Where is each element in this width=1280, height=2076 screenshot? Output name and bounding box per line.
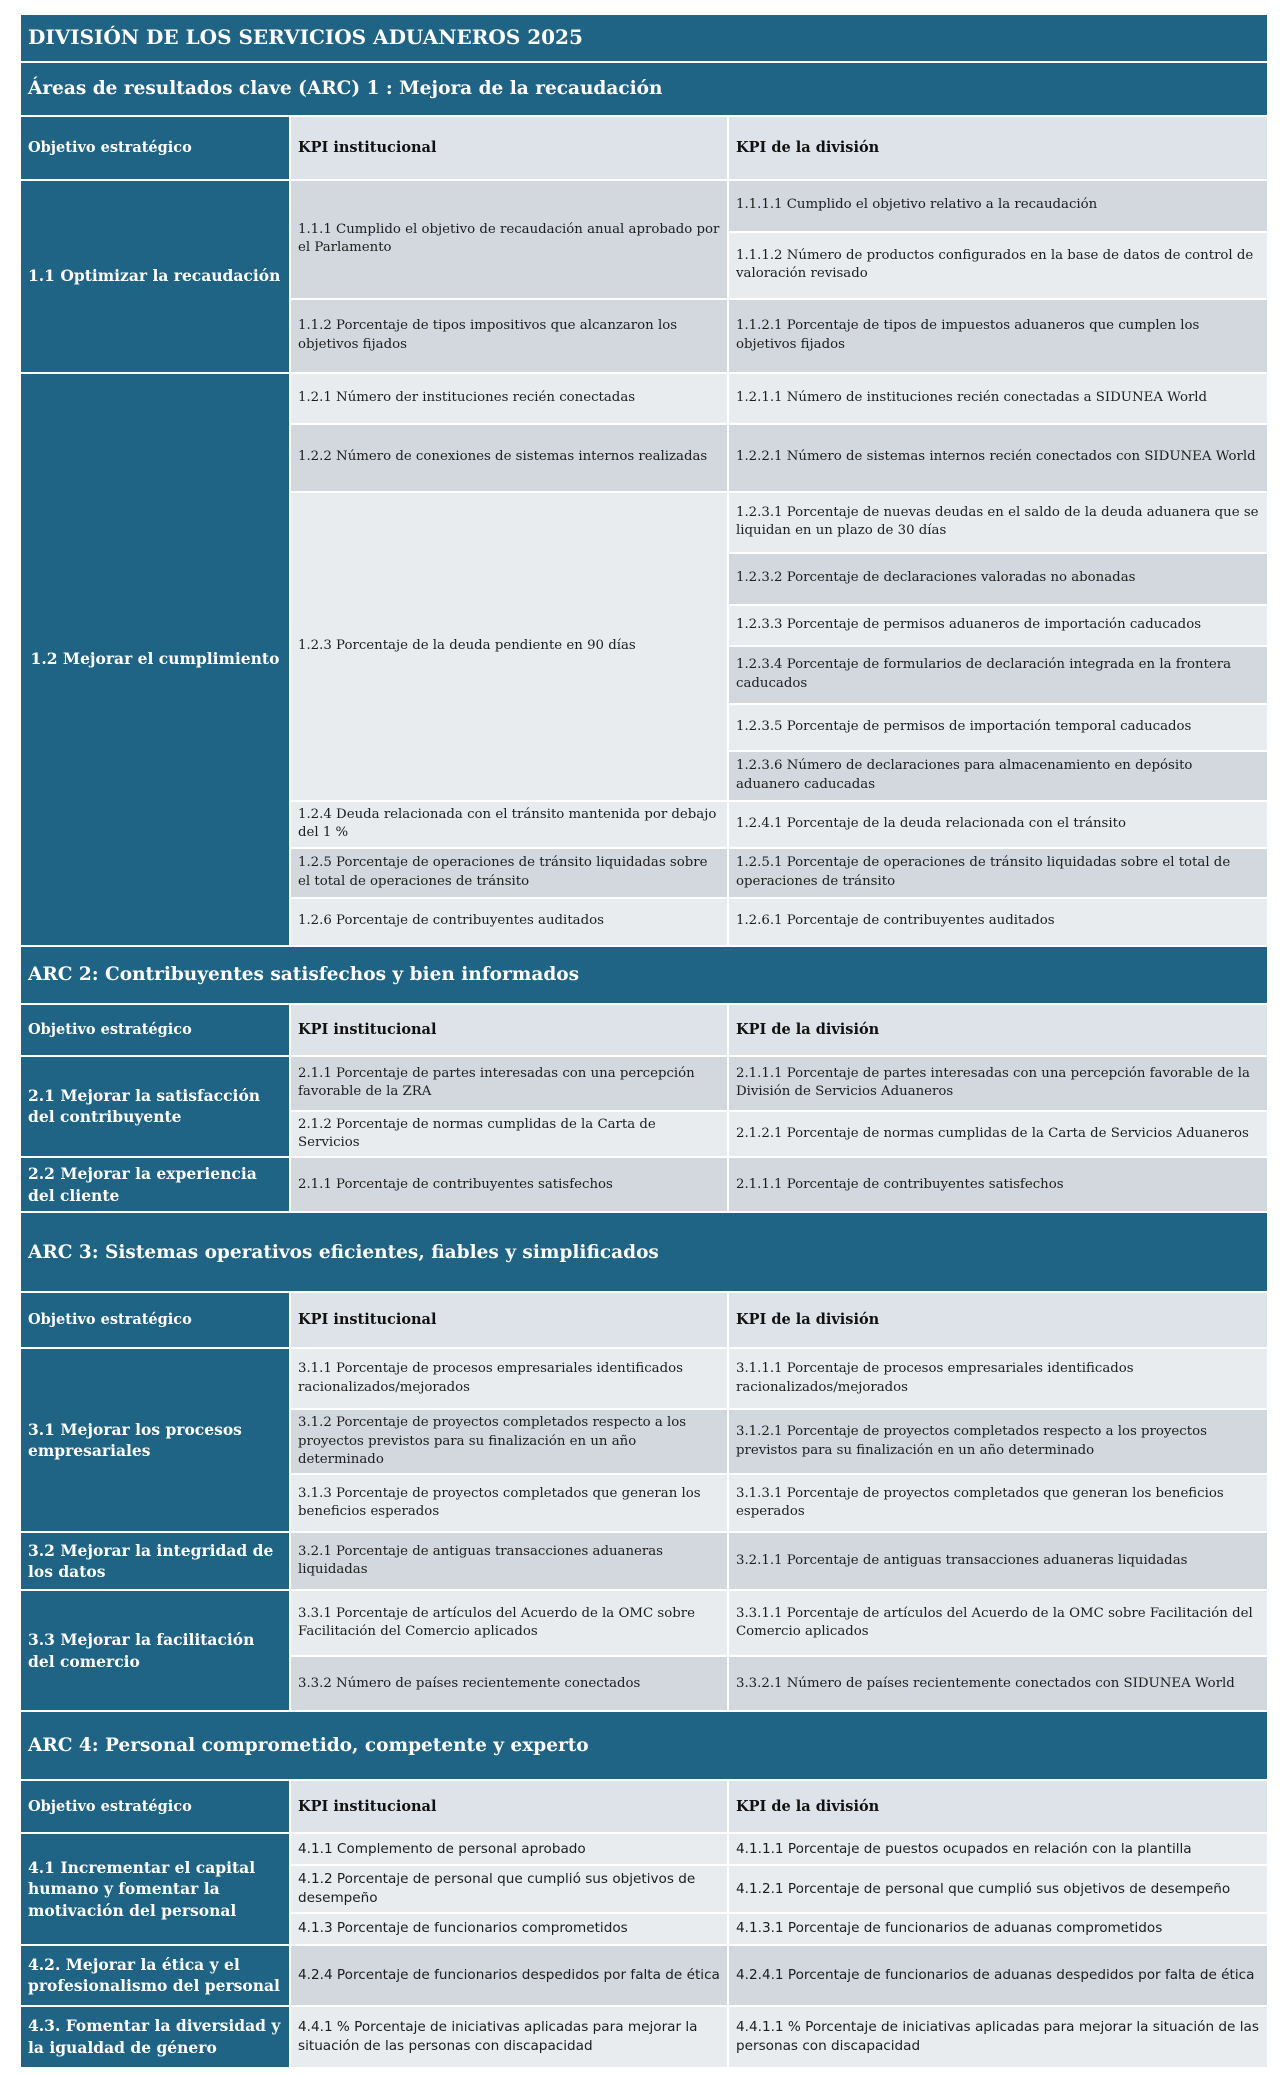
- kpi-div-3-2-1-1: 3.2.1.1 Porcentaje de antiguas transacciones aduaneras liquidadas: [728, 1532, 1268, 1590]
- kpi-div-1-2-4-1: 1.2.4.1 Porcentaje de la deuda relacionada con el tránsito: [728, 801, 1268, 848]
- header-kpi-division: KPI de la división: [728, 1292, 1268, 1348]
- kpi-div-4-2-4-1: 4.2.4.1 Porcentaje de funcionarios de aduanas despedidos por falta de ética: [728, 1945, 1268, 2006]
- objective-3-2: 3.2 Mejorar la integridad de los datos: [20, 1532, 290, 1590]
- header-kpi-institutional: KPI institucional: [290, 116, 728, 180]
- kpi-1-2-5: 1.2.5 Porcentaje de operaciones de tránsito liquidadas sobre el total de operaciones de tránsito: [290, 848, 728, 898]
- kpi-1-2-6: 1.2.6 Porcentaje de contribuyentes auditados: [290, 898, 728, 946]
- kpi-div-1-1-1-2: 1.1.1.2 Número de productos configurados en la base de datos de control de valoración revisado: [728, 232, 1268, 299]
- objective-4-1: 4.1 Incrementar el capital humano y fomentar la motivación del personal: [20, 1833, 290, 1945]
- objective-2-2: 2.2 Mejorar la experiencia del cliente: [20, 1157, 290, 1212]
- kpi-4-1-2: 4.1.2 Porcentaje de personal que cumplió sus objetivos de desempeño: [290, 1865, 728, 1913]
- kpi-div-3-1-2-1: 3.1.2.1 Porcentaje de proyectos completados respecto a los proyectos previstos para su finalización en un año determinado: [728, 1409, 1268, 1474]
- header-kpi-institutional: KPI institucional: [290, 1780, 728, 1833]
- arc4-title: ARC 4: Personal comprometido, competente y experto: [20, 1711, 1268, 1780]
- kpi-div-1-1-2-1: 1.1.2.1 Porcentaje de tipos de impuestos aduaneros que cumplen los objetivos fijados: [728, 299, 1268, 373]
- objective-4-3: 4.3. Fomentar la diversidad y la igualdad de género: [20, 2006, 290, 2068]
- kpi-3-1-2: 3.1.2 Porcentaje de proyectos completados respecto a los proyectos previstos para su finalización en un año determinado: [290, 1409, 728, 1474]
- kpi-1-1-1: 1.1.1 Cumplido el objetivo de recaudación anual aprobado por el Parlamento: [290, 180, 728, 299]
- objective-2-1: 2.1 Mejorar la satisfacción del contribuyente: [20, 1056, 290, 1158]
- kpi-div-2-2-1-1: 2.1.1.1 Porcentaje de contribuyentes satisfechos: [728, 1157, 1268, 1212]
- kpi-div-1-2-2-1: 1.2.2.1 Número de sistemas internos recién conectados con SIDUNEA World: [728, 424, 1268, 492]
- kpi-2-1-2: 2.1.2 Porcentaje de normas cumplidas de la Carta de Servicios: [290, 1111, 728, 1158]
- kpi-div-1-2-3-1: 1.2.3.1 Porcentaje de nuevas deudas en el saldo de la deuda aduanera que se liquidan en un plazo de 30 días: [728, 492, 1268, 553]
- objective-1-1: 1.1 Optimizar la recaudación: [20, 180, 290, 373]
- kpi-div-3-3-2-1: 3.3.2.1 Número de países recientemente conectados con SIDUNEA World: [728, 1656, 1268, 1711]
- header-objective: Objetivo estratégico: [20, 1004, 290, 1056]
- kpi-div-4-4-1-1: 4.4.1.1 % Porcentaje de iniciativas aplicadas para mejorar la situación de las personas con discapacidad: [728, 2006, 1268, 2068]
- kpi-3-1-1: 3.1.1 Porcentaje de procesos empresariales identificados racionalizados/mejorados: [290, 1348, 728, 1409]
- kpi-div-1-2-6-1: 1.2.6.1 Porcentaje de contribuyentes auditados: [728, 898, 1268, 946]
- header-kpi-division: KPI de la división: [728, 1780, 1268, 1833]
- kpi-div-3-3-1-1: 3.3.1.1 Porcentaje de artículos del Acuerdo de la OMC sobre Facilitación del Comercio aplicados: [728, 1590, 1268, 1656]
- document-title: DIVISIÓN DE LOS SERVICIOS ADUANEROS 2025: [20, 14, 1268, 62]
- kpi-4-4-1: 4.4.1 % Porcentaje de iniciativas aplicadas para mejorar la situación de las personas con discapacidad: [290, 2006, 728, 2068]
- kpi-div-1-2-5-1: 1.2.5.1 Porcentaje de operaciones de tránsito liquidadas sobre el total de operaciones de tránsito: [728, 848, 1268, 898]
- kpi-div-1-1-1-1: 1.1.1.1 Cumplido el objetivo relativo a la recaudación: [728, 180, 1268, 232]
- kpi-div-3-1-3-1: 3.1.3.1 Porcentaje de proyectos completados que generan los beneficios esperados: [728, 1474, 1268, 1532]
- kpi-div-4-1-2-1: 4.1.2.1 Porcentaje de personal que cumplió sus objetivos de desempeño: [728, 1865, 1268, 1913]
- kpi-div-2-1-1-1: 2.1.1.1 Porcentaje de partes interesadas con una percepción favorable de la División de Servicios Aduaneros: [728, 1056, 1268, 1111]
- kpi-3-3-1: 3.3.1 Porcentaje de artículos del Acuerdo de la OMC sobre Facilitación del Comercio aplicados: [290, 1590, 728, 1656]
- kpi-div-1-2-3-5: 1.2.3.5 Porcentaje de permisos de importación temporal caducados: [728, 704, 1268, 751]
- kpi-1-2-1: 1.2.1 Número der instituciones recién conectadas: [290, 373, 728, 424]
- objective-4-2: 4.2. Mejorar la ética y el profesionalismo del personal: [20, 1945, 290, 2006]
- kpi-1-1-2: 1.1.2 Porcentaje de tipos impositivos que alcanzaron los objetivos fijados: [290, 299, 728, 373]
- kpi-div-3-1-1-1: 3.1.1.1 Porcentaje de procesos empresariales identificados racionalizados/mejorados: [728, 1348, 1268, 1409]
- arc3-title: ARC 3: Sistemas operativos eficientes, fiables y simplificados: [20, 1212, 1268, 1292]
- header-kpi-division: KPI de la división: [728, 116, 1268, 180]
- header-objective: Objetivo estratégico: [20, 1292, 290, 1348]
- objective-3-1: 3.1 Mejorar los procesos empresariales: [20, 1348, 290, 1532]
- kpi-1-2-3: 1.2.3 Porcentaje de la deuda pendiente en 90 días: [290, 492, 728, 801]
- objective-1-2: 1.2 Mejorar el cumplimiento: [20, 373, 290, 946]
- header-kpi-institutional: KPI institucional: [290, 1292, 728, 1348]
- kpi-1-2-4: 1.2.4 Deuda relacionada con el tránsito mantenida por debajo del 1 %: [290, 801, 728, 848]
- kpi-div-4-1-3-1: 4.1.3.1 Porcentaje de funcionarios de aduanas comprometidos: [728, 1913, 1268, 1945]
- kpi-2-1-1: 2.1.1 Porcentaje de partes interesadas con una percepción favorable de la ZRA: [290, 1056, 728, 1111]
- kpi-4-1-1: 4.1.1 Complemento de personal aprobado: [290, 1833, 728, 1865]
- kpi-table: [20, 14, 1268, 2068]
- kpi-div-2-1-2-1: 2.1.2.1 Porcentaje de normas cumplidas de la Carta de Servicios Aduaneros: [728, 1111, 1268, 1158]
- kpi-div-1-2-3-6: 1.2.3.6 Número de declaraciones para almacenamiento en depósito aduanero caducadas: [728, 751, 1268, 801]
- kpi-div-1-2-3-4: 1.2.3.4 Porcentaje de formularios de declaración integrada en la frontera caducados: [728, 646, 1268, 704]
- objective-3-3: 3.3 Mejorar la facilitación del comercio: [20, 1590, 290, 1711]
- kpi-4-1-3: 4.1.3 Porcentaje de funcionarios comprometidos: [290, 1913, 728, 1945]
- arc2-title: ARC 2: Contribuyentes satisfechos y bien informados: [20, 946, 1268, 1004]
- kpi-div-1-2-3-2: 1.2.3.2 Porcentaje de declaraciones valoradas no abonadas: [728, 553, 1268, 605]
- kpi-4-2-4: 4.2.4 Porcentaje de funcionarios despedidos por falta de ética: [290, 1945, 728, 2006]
- header-kpi-institutional: KPI institucional: [290, 1004, 728, 1056]
- header-kpi-division: KPI de la división: [728, 1004, 1268, 1056]
- kpi-3-2-1: 3.2.1 Porcentaje de antiguas transacciones aduaneras liquidadas: [290, 1532, 728, 1590]
- header-objective: Objetivo estratégico: [20, 1780, 290, 1833]
- arc1-title: Áreas de resultados clave (ARC) 1 : Mejora de la recaudación: [20, 62, 1268, 116]
- kpi-3-1-3: 3.1.3 Porcentaje de proyectos completados que generan los beneficios esperados: [290, 1474, 728, 1532]
- kpi-2-2-1: 2.1.1 Porcentaje de contribuyentes satisfechos: [290, 1157, 728, 1212]
- kpi-div-1-2-3-3: 1.2.3.3 Porcentaje de permisos aduaneros de importación caducados: [728, 605, 1268, 646]
- kpi-div-1-2-1-1: 1.2.1.1 Número de instituciones recién conectadas a SIDUNEA World: [728, 373, 1268, 424]
- kpi-1-2-2: 1.2.2 Número de conexiones de sistemas internos realizadas: [290, 424, 728, 492]
- kpi-3-3-2: 3.3.2 Número de países recientemente conectados: [290, 1656, 728, 1711]
- kpi-div-4-1-1-1: 4.1.1.1 Porcentaje de puestos ocupados en relación con la plantilla: [728, 1833, 1268, 1865]
- header-objective: Objetivo estratégico: [20, 116, 290, 180]
